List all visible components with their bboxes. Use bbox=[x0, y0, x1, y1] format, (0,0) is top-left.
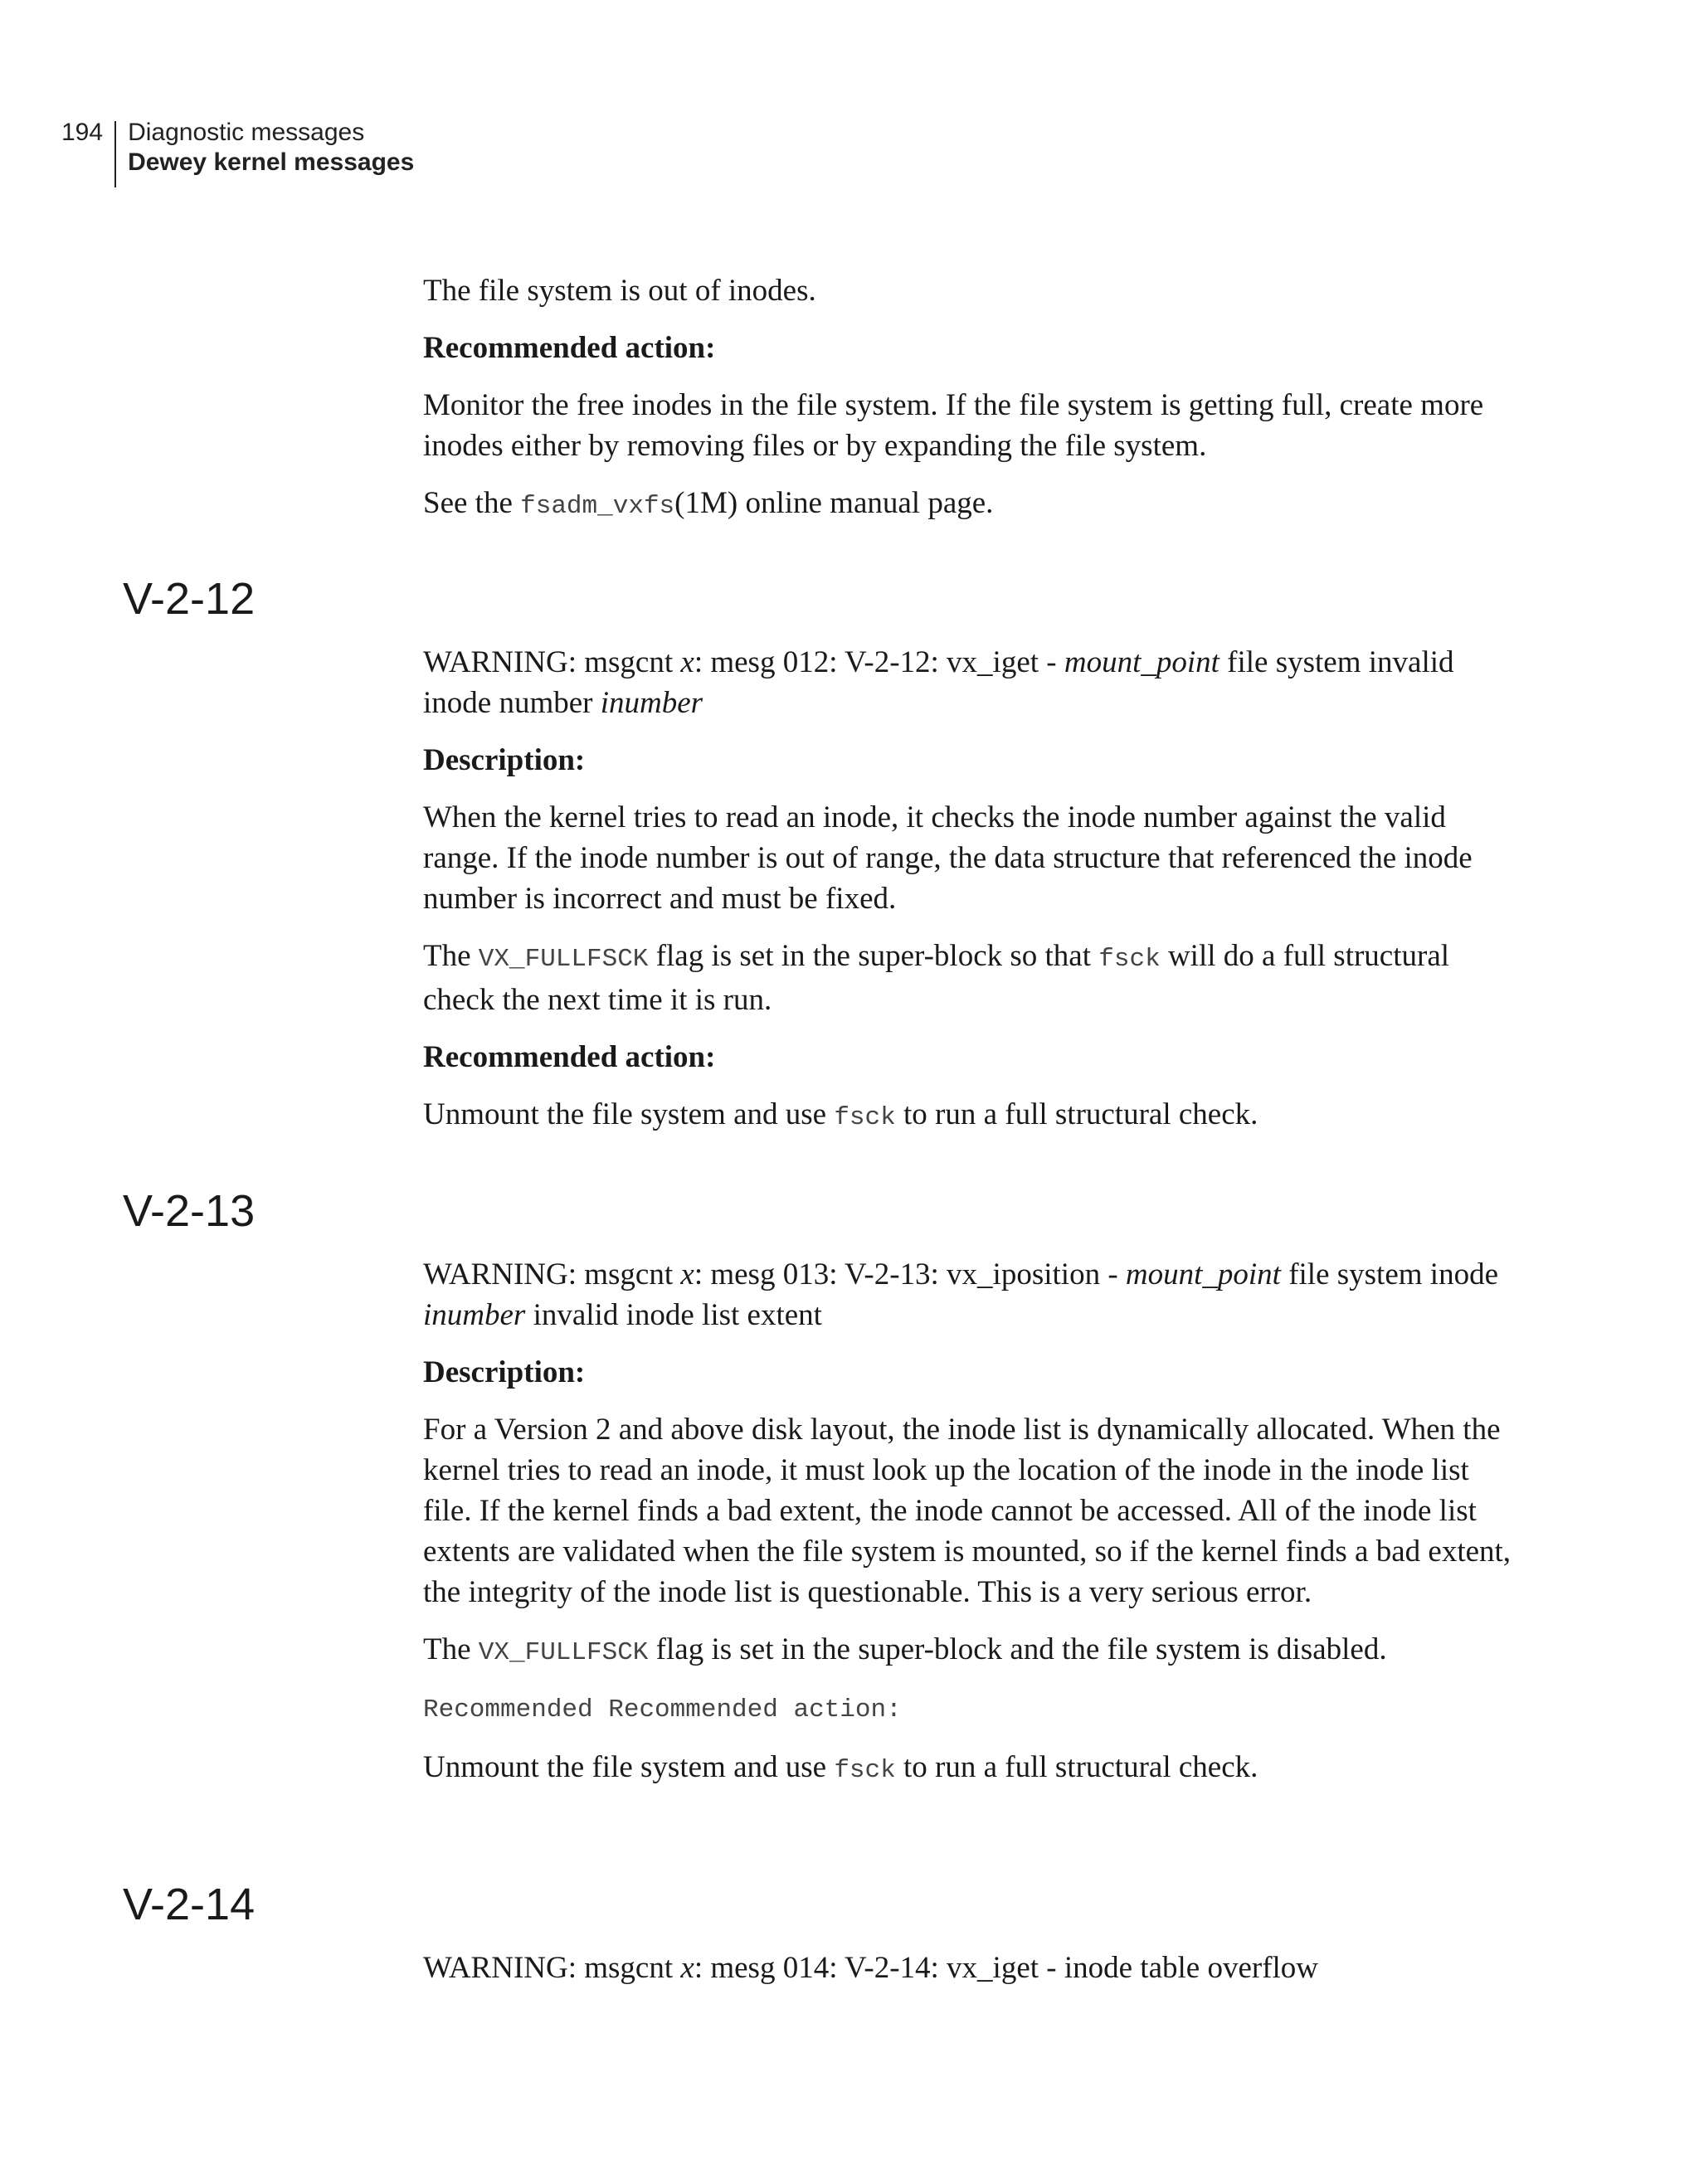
recommended-action-label-mono: Recommended Recommended action: bbox=[423, 1695, 902, 1724]
msg-var-x: x bbox=[680, 1951, 694, 1985]
msg-part: file system inode bbox=[1280, 1257, 1498, 1291]
msg-var-mount-point: mount_point bbox=[1125, 1257, 1281, 1291]
flag-paragraph bbox=[423, 1629, 1518, 1673]
flag-part: flag is set in the super-block so that bbox=[648, 939, 1099, 973]
msg-var-x: x bbox=[680, 1257, 694, 1291]
description-text: When the kernel tries to read an inode, it checks the inode number against the valid range. If the inode number is out of range, the data structure that referenced the inode number is incorrect and must be fixed. bbox=[423, 800, 1473, 916]
fullfsck-flag: VX_FULLFSCK bbox=[478, 1638, 649, 1667]
chapter-title: Diagnostic messages bbox=[128, 119, 365, 146]
fsadm-command: fsadm_vxfs bbox=[520, 492, 675, 521]
intro-paragraph: The file system is out of inodes. bbox=[423, 274, 816, 308]
page-number: 194 bbox=[61, 119, 104, 146]
flag-part: flag is set in the super-block and the file system is disabled. bbox=[648, 1632, 1387, 1666]
running-header bbox=[61, 118, 414, 187]
fsck-command: fsck bbox=[834, 1103, 896, 1132]
warning-message bbox=[423, 1254, 1518, 1335]
flag-part: The bbox=[423, 939, 479, 973]
see-post: (1M) online manual page. bbox=[674, 486, 994, 520]
heading-v-2-12: V-2-12 bbox=[123, 574, 256, 624]
recommended-action-text: Monitor the free inodes in the file system. If the file system is getting full, create more inodes either by removing files or by expanding the file system. bbox=[423, 388, 1484, 463]
fsck-command: fsck bbox=[1098, 945, 1161, 974]
msg-part: WARNING: msgcnt bbox=[423, 645, 681, 679]
rec-part: to run a full structural check. bbox=[895, 1750, 1258, 1784]
flag-paragraph bbox=[423, 936, 1518, 1020]
flag-part: will do a full structural check the next time it is run. bbox=[423, 939, 1450, 1017]
recommended-action-text bbox=[423, 1094, 1518, 1138]
recommended-action-label: Recommended action: bbox=[423, 331, 716, 365]
fsck-command: fsck bbox=[834, 1756, 896, 1785]
v-2-14-block bbox=[423, 1948, 1518, 1988]
fullfsck-flag: VX_FULLFSCK bbox=[478, 945, 649, 974]
see-pre: See the bbox=[423, 486, 521, 520]
msg-part: : mesg 013: V-2-13: vx_iposition - bbox=[694, 1257, 1126, 1291]
msg-part: WARNING: msgcnt bbox=[423, 1951, 681, 1985]
section-title: Dewey kernel messages bbox=[128, 148, 415, 176]
msg-var-inumber: inumber bbox=[423, 1298, 526, 1332]
see-manual-paragraph bbox=[423, 483, 1518, 527]
intro-block bbox=[423, 270, 1518, 527]
heading-v-2-13: V-2-13 bbox=[123, 1186, 256, 1236]
heading-v-2-14: V-2-14 bbox=[123, 1880, 256, 1929]
msg-part: : mesg 012: V-2-12: vx_iget - bbox=[694, 645, 1064, 679]
warning-message bbox=[423, 642, 1518, 723]
msg-part: file system invalid inode number bbox=[423, 645, 1454, 720]
rec-part: to run a full structural check. bbox=[895, 1097, 1258, 1131]
warning-message bbox=[423, 1948, 1518, 1988]
rec-part: Unmount the file system and use bbox=[423, 1097, 835, 1131]
recommended-action-label: Recommended action: bbox=[423, 1040, 716, 1074]
rec-part: Unmount the file system and use bbox=[423, 1750, 835, 1784]
msg-var-inumber: inumber bbox=[600, 686, 703, 720]
recommended-action-text bbox=[423, 1747, 1518, 1791]
v-2-12-block bbox=[423, 642, 1518, 1138]
msg-part: invalid inode list extent bbox=[525, 1298, 822, 1332]
msg-part: WARNING: msgcnt bbox=[423, 1257, 681, 1291]
v-2-13-block bbox=[423, 1254, 1518, 1791]
description-text: For a Version 2 and above disk layout, the inode list is dynamically allocated. When the kernel tries to read an inode, it must look up the location of the inode in the inode list file. If the kernel finds a bad extent, the inode cannot be accessed. All of the inode list extents are validated when the file system is mounted, so if the kernel finds a bad extent, the integrity of the inode list is questionable. This is a very serious error. bbox=[423, 1413, 1512, 1609]
description-label: Description: bbox=[423, 743, 586, 777]
description-label: Description: bbox=[423, 1355, 586, 1389]
msg-part: : mesg 014: V-2-14: vx_iget - inode table overflow bbox=[694, 1951, 1319, 1985]
header-titles bbox=[116, 118, 414, 178]
msg-var-mount-point: mount_point bbox=[1064, 645, 1219, 679]
msg-var-x: x bbox=[680, 645, 694, 679]
flag-part: The bbox=[423, 1632, 479, 1666]
